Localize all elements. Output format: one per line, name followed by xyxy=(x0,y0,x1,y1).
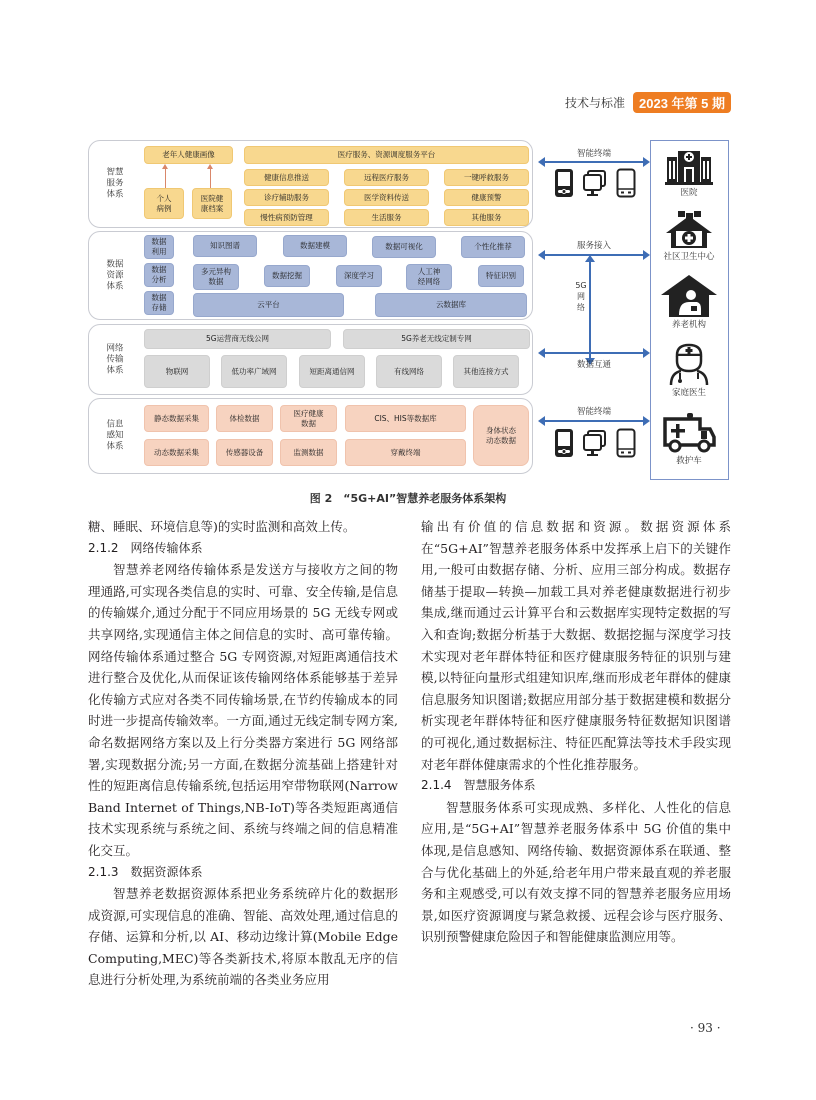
architecture-figure xyxy=(88,140,734,480)
neural-network: 人工神 经网络 xyxy=(406,264,452,290)
entity-community-health-center xyxy=(651,211,727,262)
heterogeneous-data: 多元异构 数据 xyxy=(193,264,239,290)
desktop-computer-icon xyxy=(583,170,607,198)
ambulance-icon xyxy=(662,413,716,453)
network-type-item: 短距离通信网 xyxy=(299,355,365,388)
personal-record: 个人 病例 xyxy=(144,188,184,219)
network-type-item: 低功率广域网 xyxy=(221,355,287,388)
network-type-item: 物联网 xyxy=(144,355,210,388)
bidirectional-arrow-icon xyxy=(540,420,648,422)
private-5g-network: 5G养老无线定制专网 xyxy=(343,329,530,349)
family-doctor-icon xyxy=(667,343,711,385)
hospital-record: 医院健 康档案 xyxy=(192,188,232,219)
dynamic-data-collection: 动态数据采集 xyxy=(144,439,209,466)
service-item: 慢性病预防管理 xyxy=(244,209,329,226)
phone-terminal-icon xyxy=(554,428,574,458)
entity-label: 医院 xyxy=(680,188,698,198)
feature-recognition: 特征识别 xyxy=(478,265,524,287)
body-status-dynamic-data: 身体状态 动态数据 xyxy=(473,405,529,466)
network-type-item: 有线网络 xyxy=(376,355,442,388)
data-layer-label: 数据 资源 体系 xyxy=(106,259,124,291)
phone-terminal-icon xyxy=(554,168,574,198)
entity-hospital xyxy=(651,147,727,198)
paragraph: 糖、睡眠、环境信息等)的实时监测和高效上传。 xyxy=(88,519,356,534)
data-exchange-label: 数据互通 xyxy=(576,360,611,370)
entity-ambulance xyxy=(651,413,727,466)
section-heading: 2.1.4 智慧服务体系 xyxy=(421,778,536,793)
cloud-platform: 云平台 xyxy=(193,293,344,317)
cloud-database: 云数据库 xyxy=(375,293,527,317)
page-number: · 93 · xyxy=(690,1021,721,1035)
information-sensing-layer xyxy=(88,398,533,474)
sensing-layer-label: 信息 感知 体系 xyxy=(106,419,124,452)
service-layer-label: 智慧 服务 体系 xyxy=(106,167,124,200)
desktop-computer-icon xyxy=(583,430,607,458)
entity-label: 养老机构 xyxy=(671,320,706,330)
left-column xyxy=(88,516,398,991)
figure-caption: 图 2 “5G+AI”智慧养老服务体系架构 xyxy=(309,492,507,505)
data-analysis-label: 数据 分析 xyxy=(144,263,174,287)
data-mining: 数据挖掘 xyxy=(264,265,310,287)
elderly-care-institution-icon xyxy=(661,275,717,317)
data-storage-label: 数据 存储 xyxy=(144,291,174,315)
section-heading: 2.1.2 网络传输体系 xyxy=(88,540,203,555)
network-type-item: 其他连接方式 xyxy=(453,355,519,388)
entity-label: 救护车 xyxy=(676,456,702,466)
data-resource-layer xyxy=(88,231,533,320)
hospital-icon xyxy=(665,147,713,185)
tablet-terminal-icon xyxy=(616,428,636,458)
service-item: 生活服务 xyxy=(344,209,429,226)
entity-label: 家庭医生 xyxy=(671,388,706,398)
data-utilization-label: 数据 利用 xyxy=(144,235,174,259)
paragraph: 智慧养老数据资源体系把业务系统碎片化的数据形成资源,可实现信息的准确、智能、高效处理,通过信息的存储、运算和分析,以 AI、移动边缘计算(Mobile Edge Computing,MEC)等各类新技术,将原本散乱无序的信息进行分析处理,为系统前端的各类业务应用 xyxy=(88,886,398,988)
vertical-arrow-icon xyxy=(589,258,591,362)
right-column xyxy=(421,516,731,948)
network-5g-label: 5G 网 络 xyxy=(575,281,587,312)
static-data-collection: 静态数据采集 xyxy=(144,405,209,432)
entities-panel xyxy=(650,140,729,480)
journal-section: 技术与标准 xyxy=(565,96,626,110)
issue-badge: 2023 年第 5 期 xyxy=(633,92,731,113)
section-heading: 2.1.3 数据资源体系 xyxy=(88,864,203,879)
service-layer xyxy=(88,140,533,228)
wearable-terminal: 穿戴终端 xyxy=(345,439,466,466)
tablet-terminal-icon xyxy=(616,168,636,198)
community-health-center-icon xyxy=(664,211,714,249)
terminal-devices-bottom xyxy=(554,428,636,458)
sensor-devices: 传感器设备 xyxy=(216,439,273,466)
entity-label: 社区卫生中心 xyxy=(663,252,715,262)
terminal-devices-top xyxy=(554,168,636,198)
service-item: 诊疗辅助服务 xyxy=(244,189,329,206)
service-item: 其他服务 xyxy=(444,209,529,226)
arrow-up-icon xyxy=(165,168,166,188)
service-item: 一键呼救服务 xyxy=(444,169,529,186)
deep-learning: 深度学习 xyxy=(336,265,382,287)
cis-his-database: CIS、HIS等数据库 xyxy=(345,405,466,432)
bidirectional-arrow-icon xyxy=(540,161,648,163)
entity-family-doctor xyxy=(651,343,727,398)
smart-terminal-label-top: 智能终端 xyxy=(576,149,611,159)
running-header xyxy=(565,92,731,113)
smart-terminal-label-bottom: 智能终端 xyxy=(576,407,611,417)
medical-health-data: 医疗健康 数据 xyxy=(280,405,337,432)
physical-exam-data: 体检数据 xyxy=(216,405,273,432)
paragraph: 输出有价值的信息数据和资源。数据资源体系在“5G+AI”智慧养老服务体系中发挥承上启下的关键作用,一般可由数据存储、分析、应用三部分构成。数据存储基于提取—转换—加载工具对养老健康数据进行初步集成,继而通过云计算平台和云数据库实现特定数据的写入和查询;数据分析基于大数据、数据挖掘与深度学习技术实现对老年群体特征和医疗健康服务特征的识别与建模,以特征向量形式组建知识库,继而形成老年群体的健康信息服务知识图谱;数据应用部分基于数据建模和数据分析实现老年群体特征和医疗健康服务特征数据知识图谱的可视化,通过数据标注、特征匹配算法等技术手段实现对老年群体健康需求的个性化推荐服务。 xyxy=(421,519,731,772)
personalized-recommendation: 个性化推荐 xyxy=(461,236,525,258)
service-item: 远程医疗服务 xyxy=(344,169,429,186)
data-modeling: 数据建模 xyxy=(283,235,347,257)
bidirectional-arrow-icon xyxy=(540,352,648,354)
data-visualization: 数据可视化 xyxy=(372,236,436,258)
service-item: 健康信息推送 xyxy=(244,169,329,186)
service-item: 医学资料传送 xyxy=(344,189,429,206)
service-platform: 医疗服务、资源调度服务平台 xyxy=(244,146,529,164)
public-5g-network: 5G运营商无线公网 xyxy=(144,329,331,349)
entity-elderly-care-institution xyxy=(651,275,727,330)
network-layer-label: 网络 传输 体系 xyxy=(106,343,124,375)
paragraph: 智慧养老网络传输体系是发送方与接收方之间的物理通路,可实现各类信息的实时、可靠、安全传输,是信息的传输媒介,通过分配于不同应用场景的 5G 无线专网或共享网络,实现通信主体之间信息的实时、高可靠传输。网络传输体系通过整合 5G 专网资源,对短距离通信技术进行整合及优化,从而保证该传输网络体系能够基于差异化传输方式应对各类不同传输场景,在节约传输成本的同时进一步提高传输效率。一方面,通过无线定制专网方案,命名数据网络方案以及上行分类器方案进行 5G 网络部署,实现数据分流;另一方面,在数据分流基础上搭建针对性的短距离信息传输系统,包括运用窄带物联网(Narrow Band Internet of Things,NB-IoT)等各类短距离通信技术实现系统与系统之间、系统与终端之间的信息精准化交互。 xyxy=(88,562,398,858)
service-access-label: 服务接入 xyxy=(576,241,611,251)
service-item: 健康预警 xyxy=(444,189,529,206)
arrow-up-icon xyxy=(210,168,211,188)
knowledge-graph: 知识图谱 xyxy=(193,235,257,257)
network-transmission-layer xyxy=(88,324,533,395)
paragraph: 智慧服务体系可实现成熟、多样化、人性化的信息应用,是“5G+AI”智慧养老服务体系中 5G 价值的集中体现,是信息感知、网络传输、数据资源体系在联通、整合与优化基础上的外延,给老年用户带来最直观的养老服务和主观感受,可以有效支撑不同的智慧养老服务应用场景,如医疗资源调度与紧急救援、远程会诊与医疗服务、识别预警健康危险因子和智能健康监测应用等。 xyxy=(421,799,731,945)
elderly-health-portrait: 老年人健康画像 xyxy=(144,146,233,164)
monitoring-data: 监测数据 xyxy=(280,439,337,466)
